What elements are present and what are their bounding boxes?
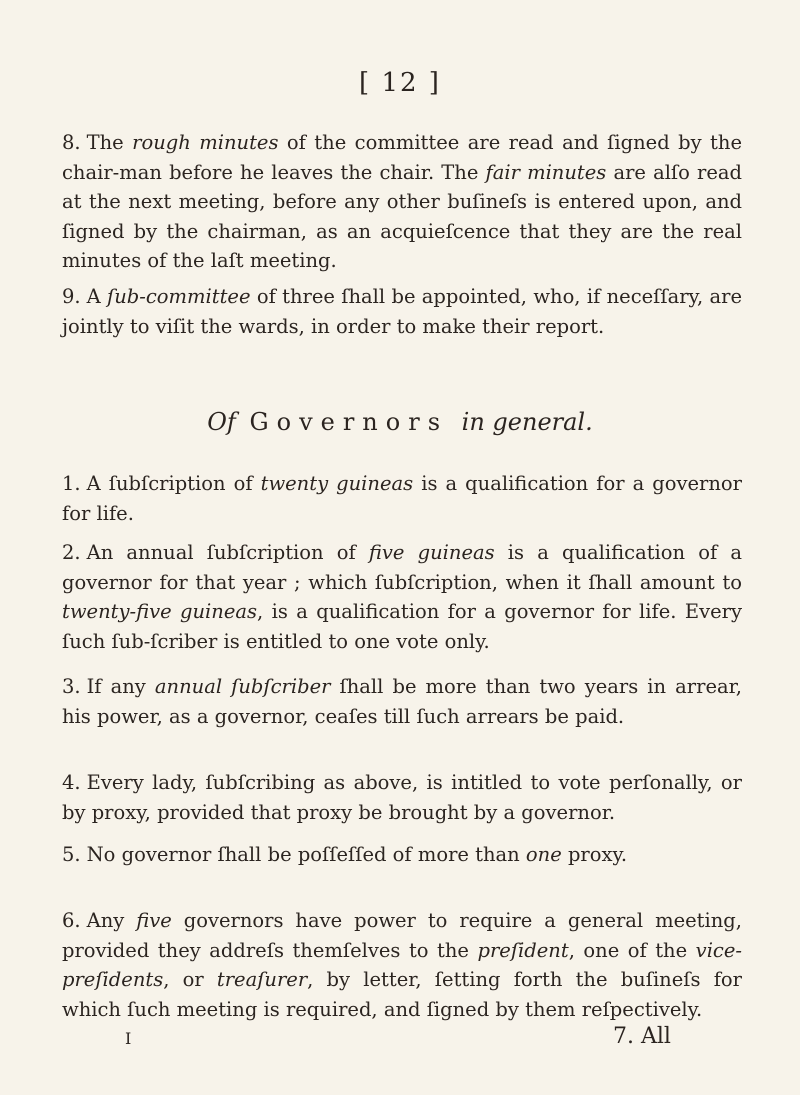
italic-phrase: rough minutes — [132, 131, 279, 154]
italic-phrase: fair minutes — [485, 160, 607, 184]
text-run: , is a qualification for a governor for life. Every ſuch ſub-ſcriber is entitled to one vote only. — [62, 600, 742, 653]
text-run: governors have power to require a general meeting, provided they addreſs themſelves to the — [62, 909, 742, 962]
rule-body — [62, 541, 742, 653]
paragraph-number: 8. — [62, 131, 81, 154]
text-run: An annual ſubſcription of — [86, 541, 369, 564]
rule-number: 5. — [62, 843, 81, 866]
italic-phrase: five — [136, 909, 172, 932]
rule-body — [62, 909, 742, 1021]
text-run: is a qualification for a governor for life. — [62, 472, 742, 525]
signature-mark: I — [125, 1029, 132, 1048]
paragraph-number: 9. — [62, 285, 81, 308]
text-run: , one of the — [568, 938, 696, 962]
rule-1 — [62, 469, 742, 528]
text-run: ſhall be more than two years in arrear, his power, as a governor, ceaſes till ſuch arrears be paid. — [62, 675, 742, 728]
rule-6 — [62, 906, 742, 1024]
text-run: No governor ſhall be poſſeſſed of more than — [86, 843, 526, 866]
catchword: 7. All — [613, 1024, 671, 1049]
rule-5 — [62, 840, 742, 870]
italic-phrase: preſident — [477, 938, 569, 962]
rule-body — [87, 843, 628, 866]
text-run: The — [86, 131, 133, 154]
heading-suffix: in general. — [461, 408, 593, 436]
rule-number: 1. — [62, 472, 81, 495]
italic-phrase: five guineas — [368, 541, 495, 564]
text-run: of three ſhall be appointed, who, if neceſſary, are jointly to viſit the wards, in order to make their report. — [62, 285, 743, 338]
rule-number: 6. — [62, 909, 81, 932]
rule-4 — [62, 768, 742, 827]
text-run: If any — [86, 675, 155, 698]
italic-phrase: treaſurer — [216, 968, 308, 991]
text-run: Any — [86, 909, 137, 932]
text-run: is a qualification of a governor for that year ; which ſubſcription, when it ſhall amount to — [62, 541, 742, 594]
rule-body — [62, 472, 742, 525]
text-run: A ſubſcription of — [86, 472, 261, 495]
rule-body — [62, 771, 742, 824]
text-run: , or — [163, 968, 217, 991]
rule-number: 2. — [62, 541, 81, 564]
page-number: [ 12 ] — [359, 68, 441, 98]
italic-phrase: ſub-committee — [107, 285, 251, 308]
paragraph-body — [62, 131, 742, 272]
heading-prefix: Of — [207, 408, 236, 436]
text-run: proxy. — [561, 843, 628, 866]
italic-phrase: one — [525, 843, 562, 866]
rule-body — [62, 675, 742, 728]
rule-number: 4. — [62, 771, 81, 794]
italic-phrase: twenty-five guineas — [62, 600, 258, 623]
paragraph-body — [62, 285, 742, 338]
section-heading — [0, 408, 800, 436]
text-run: are alſo read at the next meeting, before any other buſineſs is entered upon, and ſigned by the chairman, as an acquieſcence that they are the real minutes of the laſt meeting. — [62, 160, 742, 272]
rule-3 — [62, 672, 742, 731]
text-run: Every lady, ſubſcribing as above, is intitled to vote perſonally, or by proxy, provided that proxy be brought by a governor. — [62, 771, 742, 824]
heading-main: Governors — [249, 408, 449, 436]
paragraph-9 — [62, 282, 742, 341]
italic-phrase: annual ſubſcriber — [154, 675, 331, 698]
rule-number: 3. — [62, 675, 81, 698]
text-run: , by letter, ſetting forth the buſineſs for which ſuch meeting is required, and ſigned by them reſpectively. — [62, 968, 742, 1021]
text-run: of the committee are read and ſigned by the chair-man before he leaves the chair. The — [62, 131, 742, 184]
text-run: A — [86, 285, 108, 308]
italic-phrase: twenty guineas — [260, 472, 414, 495]
rule-2 — [62, 538, 742, 656]
italic-phrase: vice-preſidents — [62, 938, 742, 991]
paragraph-8 — [62, 128, 742, 276]
